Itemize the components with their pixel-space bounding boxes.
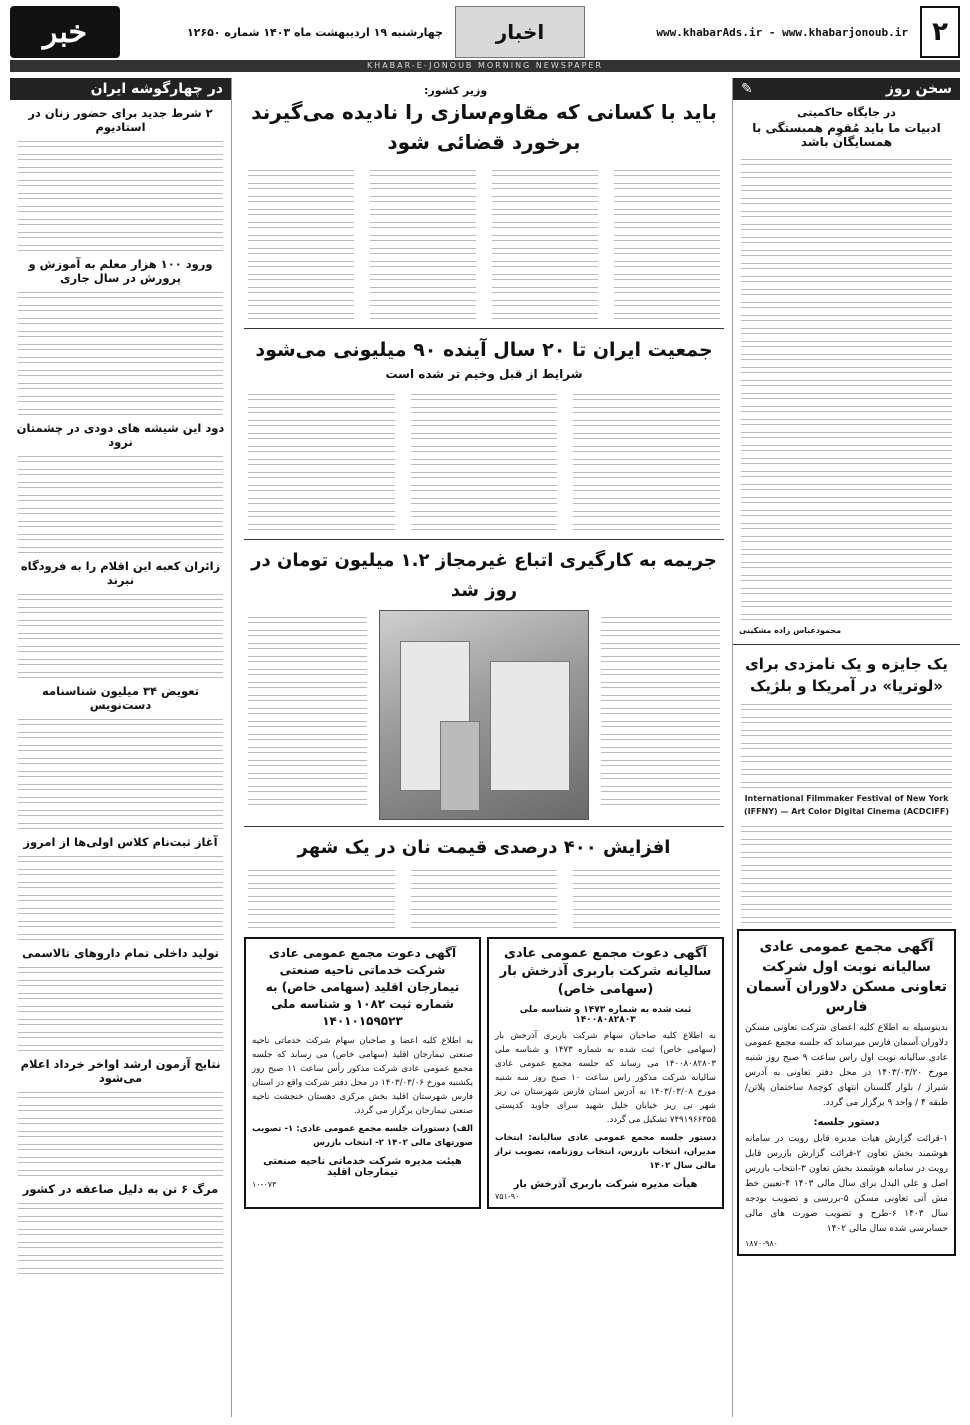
left-item-title: تولید داخلی تمام داروهای تالاسمی	[22, 946, 219, 960]
fine-headline: جریمه به کارگیری اتباع غیرمجاز ۱.۲ میلیون تومان در روز شد	[251, 550, 717, 601]
left-item-title: مرگ ۶ تن به دلیل صاعقه در کشور	[22, 1182, 219, 1196]
editorial-box-head	[733, 78, 960, 100]
population-body	[244, 387, 724, 533]
editorial-kicker: در جایگاه حاکمیتی	[797, 106, 896, 119]
left-item-text	[10, 715, 231, 829]
ad-teymarjan-title: آگهی دعوت مجمع عمومی عادی شرکت خدماتی ناحیه صنعتی تیمارجان اقلید (سهامی خاص) به شماره ثبت ۱۰۸۲ و شناسه ملی ۱۴۰۱۰۱۵۹۵۲۳	[265, 946, 460, 1028]
ad-housing-coop-agenda: ۱-قرائت گزارش هیات مدیره قابل رویت در سامانه هوشمند بخش تعاون ۲-قرائت گزارش بازرس قابل رویت در سامانه هوشمند بخش تعاون ۳-انتخاب بازرس اصل و علی البدل برای سال مالی ۱۴۰۳ ۴-تعیین خط مش آتی تعاونی مسکن ۵-بررسی و تصویب بودجه سال ۱۴۰۳ ۶-طرح و تصویب صورت های مالی حسابرسی شده سال مالی ۱۴۰۲	[745, 1134, 949, 1235]
construction-photo	[379, 610, 589, 820]
fine-story	[244, 610, 724, 820]
story-lotria-body	[733, 700, 960, 923]
bread-price-headline: افزایش ۴۰۰ درصدی قیمت نان در یک شهر	[297, 837, 671, 858]
editorial-body	[733, 155, 960, 620]
left-item-title: ورود ۱۰۰ هزار معلم به آموزش و پرورش در سال جاری	[28, 257, 213, 285]
editorial-byline: محمودعباس زاده مشکینی	[739, 626, 842, 635]
left-item-title: تعویض ۳۴ میلیون شناسنامه دست‌نویس	[41, 684, 200, 712]
ad-azarakhsh	[487, 937, 724, 1209]
left-item-title: دود این شیشه های دودی در چشمتان نرود	[16, 421, 225, 449]
ad-housing-coop-body: بدینوسیله به اطلاع کلیه اعضای شرکت تعاونی مسکن دلاوران آسمان فارس میرساند که جلسه مجمع عمومی عادی سالیانه نوبت اول راس ساعت ۹ صبح روز شنبه مورخ ۱۴۰۳/۰۳/۲۰ در محل دفتر تعاونی به آدرس شیراز / بلوار گلستان انتهای کوچه۸ ساختمان پلاتن/ طبقه ۴ / واحد ۹ برگزار می گردد.	[745, 1023, 948, 1109]
lead-headline: باید با کسانی که مقاوم‌سازی را نادیده می‌گیرند برخورد قضائی شود	[251, 100, 717, 154]
festival-names: International Filmmaker Festival of New York (IFFNY) — Art Color Digital Cinema (ACDCIFF)	[743, 794, 949, 817]
left-item-text	[10, 288, 231, 415]
left-item-text	[10, 963, 231, 1051]
ad-teymarjan	[244, 937, 481, 1209]
ads-row	[244, 937, 724, 1209]
ad-teymarjan-sign: هیئت مدیره شرکت خدماتی ناحیه صنعتی تیمارجان اقلید	[263, 1156, 462, 1178]
left-item-text	[10, 590, 231, 678]
ad-azarakhsh-code: ۷۵۱-۹۰	[495, 1192, 520, 1201]
masthead-subbar: KHABAR-E-JONOUB MORNING NEWSPAPER	[10, 60, 960, 72]
left-column	[10, 78, 232, 1417]
editorial-headline: ادبیات ما باید مُقوِم همبستگی با همسایگان باشد	[752, 121, 941, 149]
population-headline: جمعیت ایران تا ۲۰ سال آینده ۹۰ میلیونی می‌شود	[255, 339, 713, 361]
left-item-text	[10, 137, 231, 251]
ad-teymarjan-agenda: الف) دستورات جلسه مجمع عمومی عادی: ۱- تصویب صورتهای مالی ۱۴۰۲ ۲- انتخاب بازرس	[252, 1124, 473, 1148]
ad-azarakhsh-sign: هیأت مدیره شرکت باربری آذرخش بار	[513, 1179, 698, 1190]
left-item-title: ۲ شرط جدید برای حضور زنان در استادیوم	[28, 106, 213, 134]
ad-azarakhsh-title: آگهی دعوت مجمع عمومی عادی سالیانه شرکت باربری آذرخش بار (سهامی خاص)	[499, 946, 712, 997]
section-title: اخبار	[455, 6, 585, 58]
issue-line: چهارشنبه ۱۹ اردیبهشت ماه ۱۴۰۳ شماره ۱۲۶۵۰	[186, 25, 443, 39]
left-item-text	[10, 452, 231, 553]
iran-corners-head	[10, 78, 231, 100]
ad-housing-coop	[737, 929, 956, 1256]
ad-azarakhsh-body: به اطلاع کلیه صاحبان سهام شرکت باربری آذرخش بار (سهامی خاص) ثبت شده به شماره ۱۴۷۳ و شناسه ملی ۱۴۰۰۸۰۸۲۸۰۳ می رساند که جلسه مجمع عمومی عادی سالیانه شرکت مذکور راس ساعت ۱۰ صبح روز سه شنبه مورخ ۱۴۰۳/۰۳/۰۸ به آدرس استان فارس شهرستان نی ریز شهر نی ریز خیابان خلیل شهید سرای جاوید کدپستی ۷۴۹۱۹۶۶۳۵۵ تشکیل می گردد.	[495, 1031, 716, 1125]
story-lotria-title: یک جایزه و یک نامزدی برای «لوتریا» در آمریکا و بلژیک	[745, 655, 948, 695]
quill-icon: ✎	[741, 81, 753, 97]
right-column	[732, 78, 960, 1417]
middle-column	[244, 78, 724, 1417]
ad-teymarjan-body: به اطلاع کلیه اعضا و صاحبان سهام شرکت خدماتی ناحیه صنعتی تیمارجان اقلید (سهامی خاص) می رساند که جلسه مجمع عمومی عادی شرکت مذکور رأس ساعت ۱۱ صبح روز یکشنبه مورخ ۱۴۰۳/۰۳/۰۶ در محل دفتر شرکت واقع در استان فارس شهرستان اقلید بخش مرکزی دهستان خنجشت ناحیه صنعتی تیمارجان برگزار می گردد.	[252, 1036, 473, 1116]
lead-body	[244, 163, 724, 322]
site-url[interactable]: www.khabarAds.ir - www.khabarjonoub.ir	[656, 25, 908, 39]
ad-housing-coop-title: آگهی مجمع عمومی عادی سالیانه نوبت اول شرکت تعاونی مسکن دلاوران آسمان فارس	[745, 939, 948, 1016]
left-item-title: آغاز ثبت‌نام کلاس اولی‌ها از امروز	[23, 835, 218, 849]
newspaper-logo: خبر	[10, 6, 120, 58]
ad-teymarjan-code: ۱۰-۰۷۳	[252, 1180, 277, 1189]
left-item-title: زائران کعبه این اقلام را به فرودگاه نبرند	[20, 559, 221, 587]
left-item-text	[10, 1088, 231, 1176]
lead-kicker: وزیر کشور:	[424, 84, 488, 97]
left-item-text	[10, 1199, 231, 1274]
population-subhead: شرایط از قبل وخیم تر شده است	[385, 367, 583, 381]
left-item-title: نتایج آزمون ارشد اواخر خرداد اعلام می‌شود	[20, 1057, 221, 1085]
page-number: ۲	[920, 6, 960, 58]
left-item-text	[10, 852, 231, 940]
ad-azarakhsh-reg: ثبت شده به شماره ۱۴۷۳ و شناسه ملی ۱۴۰۰۸۰۸۲۸۰۳	[519, 1005, 692, 1025]
ad-housing-coop-agenda-title: دستور جلسه:	[813, 1117, 880, 1129]
iran-corners-title: در چهارگوشه ایران	[90, 81, 223, 97]
bread-price-body	[244, 863, 724, 931]
ad-azarakhsh-agenda: دستور جلسه مجمع عمومی عادی سالیانه: انتخاب مدیران، انتخاب بازرس، انتخاب روزنامه، تصویب تراز مالی سال ۱۴۰۲	[495, 1133, 716, 1171]
ad-housing-coop-code: ۱۸۷۰-۹۸۰	[745, 1239, 778, 1249]
masthead	[10, 6, 960, 58]
editorial-box-title: سخن روز	[885, 81, 952, 97]
